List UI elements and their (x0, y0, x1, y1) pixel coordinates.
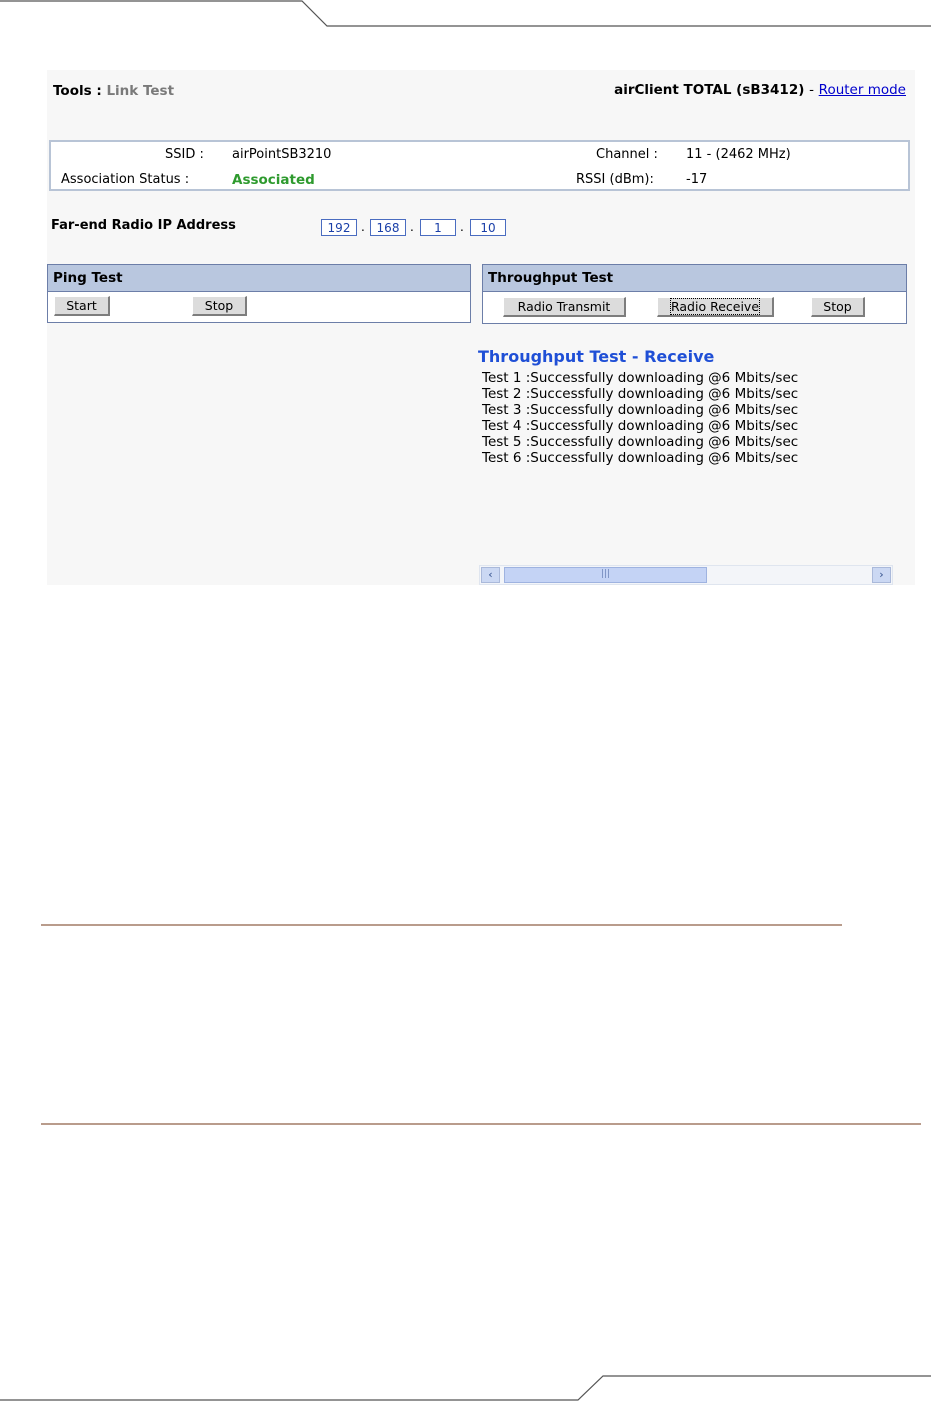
ping-start-button[interactable]: Start (54, 296, 110, 316)
ip-octet-4[interactable]: 10 (470, 219, 506, 236)
scroll-left-icon[interactable]: ‹ (481, 567, 500, 583)
product-separator: - (809, 82, 814, 98)
result-line: Test 4 :Successfully downloading @6 Mbits/sec (482, 418, 799, 434)
ssid-value: airPointSB3210 (232, 147, 332, 162)
rssi-value: -17 (686, 172, 708, 187)
channel-value: 11 - (2462 MHz) (686, 147, 791, 162)
results-list (482, 370, 798, 466)
throughput-stop-button[interactable]: Stop (811, 297, 865, 317)
scroll-right-icon[interactable]: › (872, 567, 891, 583)
association-status-value: Associated (232, 172, 315, 188)
ip-octet-2[interactable]: 168 (370, 219, 406, 236)
scrollbar-thumb[interactable]: ||| (504, 567, 707, 583)
result-line: Test 6 :Successfully downloading @6 Mbits/sec (482, 450, 799, 466)
results-title: Throughput Test - Receive (478, 347, 715, 366)
association-status-label: Association Status : (61, 172, 190, 187)
divider-line (41, 924, 842, 926)
ping-test-box (47, 264, 471, 323)
breadcrumb-section: Tools : (53, 83, 102, 99)
divider-line (41, 1123, 921, 1125)
result-line: Test 2 :Successfully downloading @6 Mbits/sec (482, 386, 799, 402)
breadcrumb-page: Link Test (106, 83, 175, 99)
channel-label: Channel : (596, 147, 658, 162)
ip-dot: . (361, 220, 365, 234)
ssid-label: SSID : (165, 147, 204, 162)
ip-octet-1[interactable]: 192 (321, 219, 357, 236)
result-line: Test 3 :Successfully downloading @6 Mbits/sec (482, 402, 799, 418)
ping-stop-button[interactable]: Stop (192, 296, 247, 316)
rssi-label: RSSI (dBm): (576, 172, 654, 187)
result-line: Test 1 :Successfully downloading @6 Mbits/sec (482, 370, 799, 386)
radio-receive-label: Radio Receive (670, 299, 760, 314)
ip-dot: . (410, 220, 414, 234)
radio-transmit-button[interactable]: Radio Transmit (503, 297, 626, 317)
ip-octet-3[interactable]: 1 (420, 219, 456, 236)
far-end-ip-label: Far-end Radio IP Address (51, 218, 236, 233)
breadcrumb (53, 83, 174, 99)
product-name: airClient TOTAL (sB3412) (614, 82, 805, 98)
result-line: Test 5 :Successfully downloading @6 Mbits/sec (482, 434, 799, 450)
ping-test-title: Ping Test (48, 265, 470, 292)
results-horizontal-scrollbar[interactable] (479, 565, 893, 585)
throughput-test-title: Throughput Test (483, 265, 906, 292)
radio-receive-button[interactable] (657, 297, 774, 317)
router-mode-link[interactable]: Router mode (818, 82, 906, 98)
association-status-box (49, 140, 910, 191)
ip-dot: . (460, 220, 464, 234)
product-header (614, 82, 906, 98)
